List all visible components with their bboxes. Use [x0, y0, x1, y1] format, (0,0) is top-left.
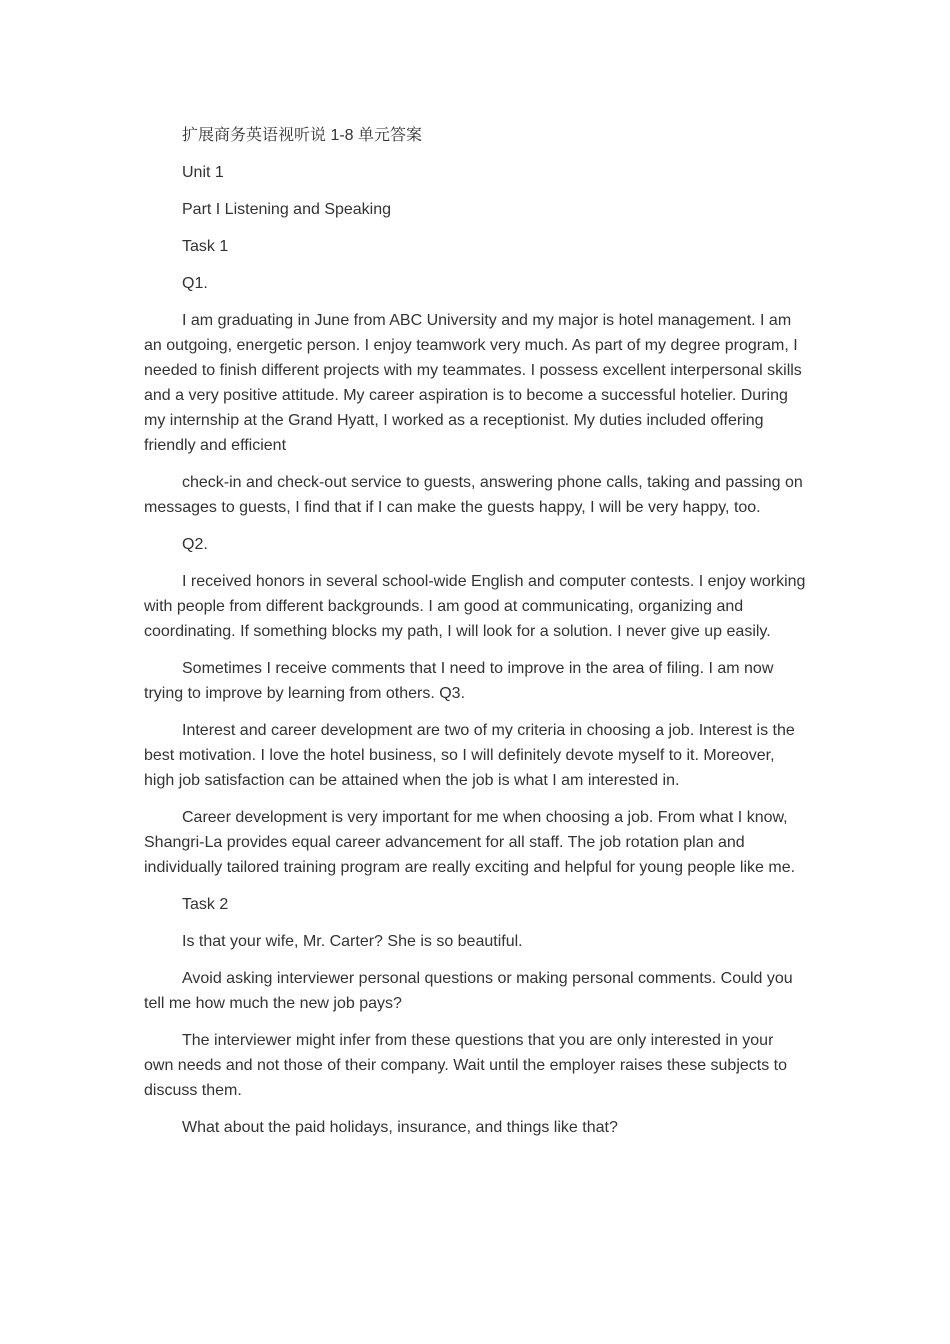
task-heading: Task 2 [182, 896, 229, 913]
body-paragraph: I am graduating in June from ABC University and my major is hotel management. I am an outgoing, energetic person. I enjoy teamwork very much. As part of my degree program, I needed to finish different projects with my teammates. I possess excellent interpersonal skills and a very positive attitude. My career aspiration is to become a successful hotelier. During my internship at the Grand Hyatt, I worked as a receptionist. My duties included offering friendly and efficient [144, 312, 802, 454]
body-paragraph: Sometimes I receive comments that I need to improve in the area of filing. I am now trying to improve by learning from others. Q3. [144, 660, 774, 702]
document-body [144, 123, 806, 1152]
body-paragraph: check-in and check-out service to guests, answering phone calls, taking and passing on messages to guests, I find that if I can make the guests happy, I will be very happy, too. [144, 474, 803, 516]
body-paragraph: Interest and career development are two of my criteria in choosing a job. Interest is the best motivation. I love the hotel business, so I will definitely devote myself to it. Moreover, high job satisfaction can be attained when the job is what I am interested in. [144, 722, 795, 789]
body-paragraph: Career development is very important for me when choosing a job. From what I know, Shangri-La provides equal career advancement for all staff. The job rotation plan and individually tailored training program are really exciting and helpful for young people like me. [144, 809, 796, 876]
body-paragraph: What about the paid holidays, insurance, and things like that? [182, 1119, 618, 1136]
body-paragraph: Is that your wife, Mr. Carter? She is so beautiful. [182, 933, 523, 950]
question-label: Q2. [182, 536, 208, 553]
unit-heading: Unit 1 [182, 164, 224, 181]
task-heading: Task 1 [182, 238, 229, 255]
part-heading: Part I Listening and Speaking [182, 201, 392, 218]
question-label: Q1. [182, 275, 208, 292]
document-title: 扩展商务英语视听说 1-8 单元答案 [182, 127, 423, 144]
body-paragraph: The interviewer might infer from these questions that you are only interested in your own needs and not those of their company. Wait until the employer raises these subjects to discuss them. [144, 1032, 788, 1099]
body-paragraph: Avoid asking interviewer personal questions or making personal comments. Could you tell me how much the new job pays? [144, 970, 793, 1012]
body-paragraph: I received honors in several school-wide English and computer contests. I enjoy working with people from different backgrounds. I am good at communicating, organizing and coordinating. If something blocks my path, I will look for a solution. I never give up easily. [144, 573, 806, 640]
